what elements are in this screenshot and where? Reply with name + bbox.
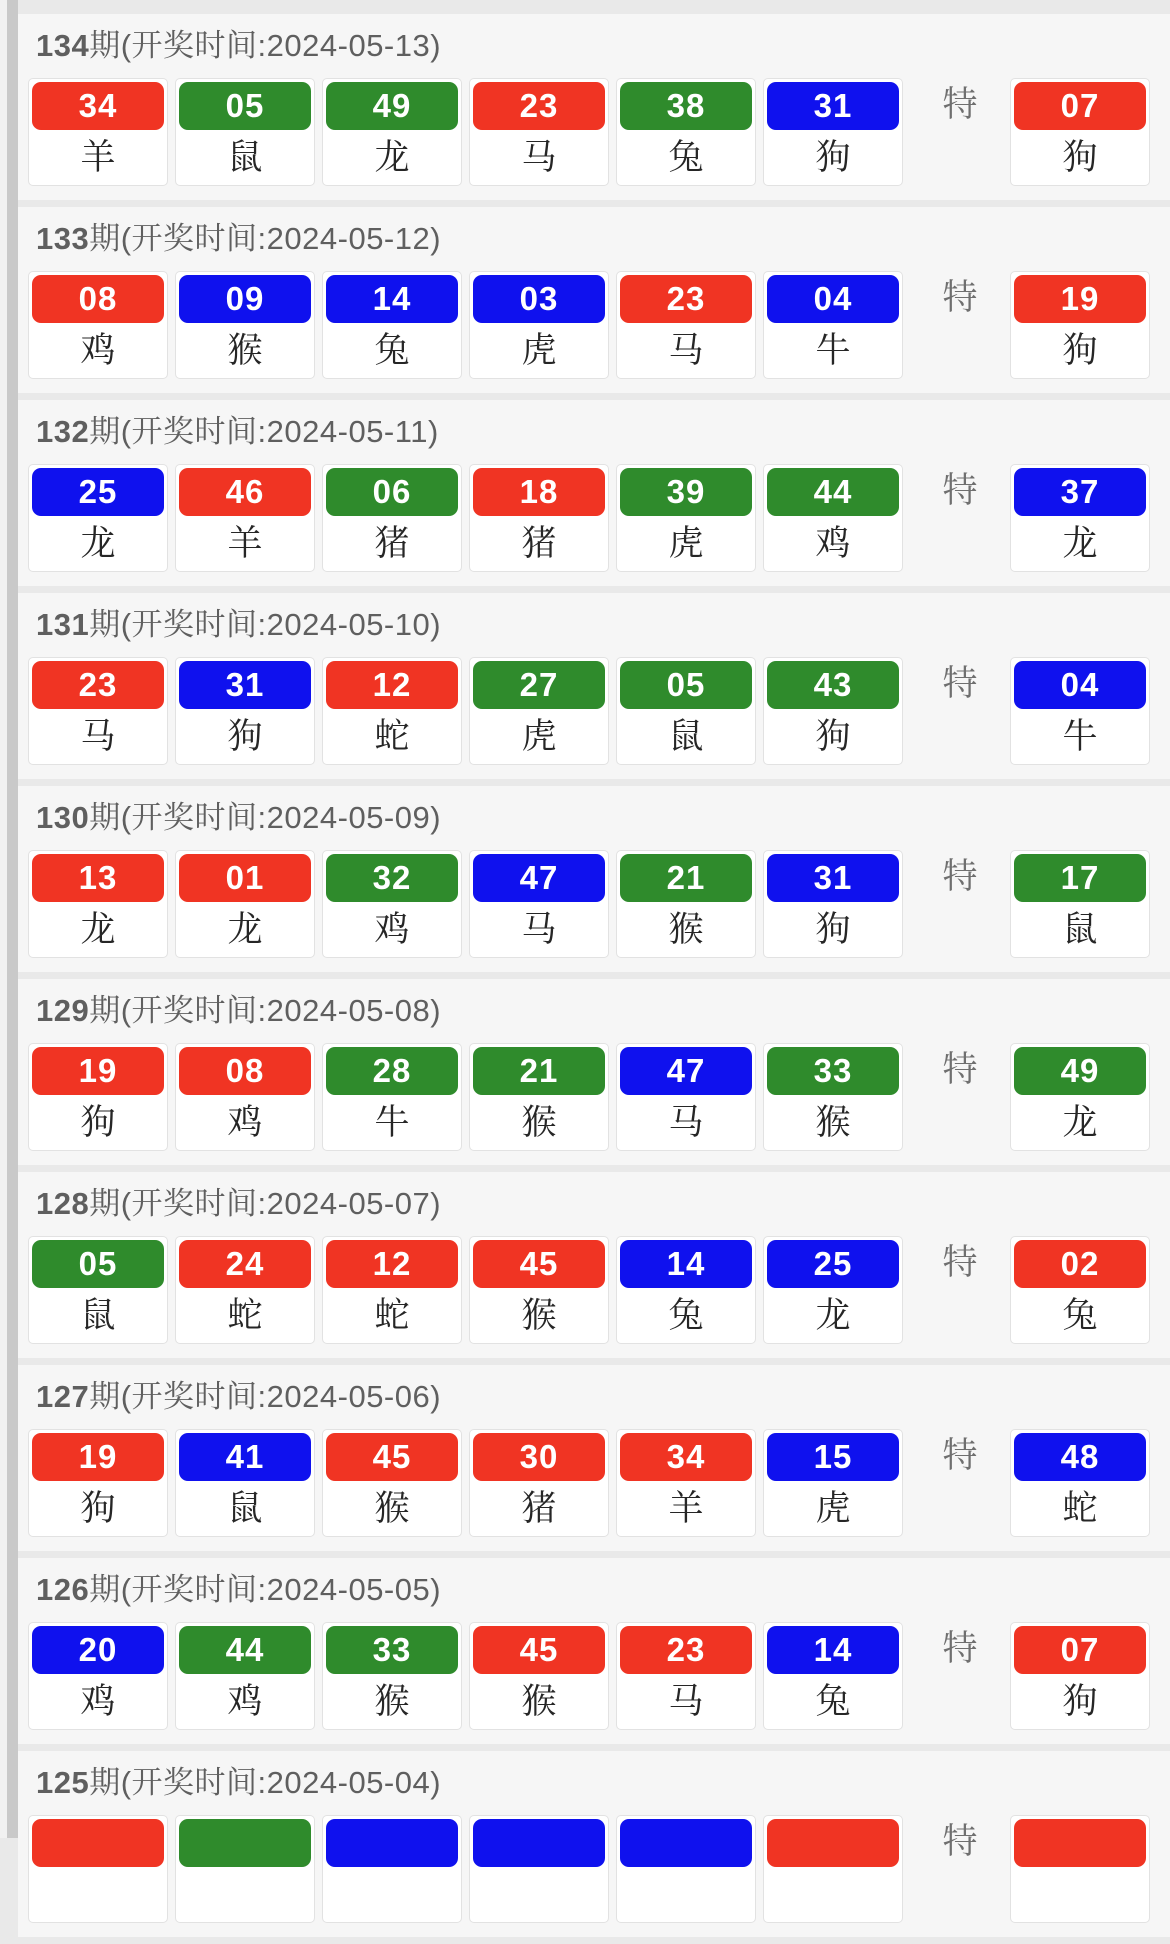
ball-number: 23 [32, 661, 164, 709]
ball-zodiac-label: 鼠 [668, 717, 704, 756]
ball-zodiac-label: 狗 [815, 717, 851, 756]
ball-cell [763, 1815, 903, 1923]
ball-number: 04 [767, 275, 899, 323]
ball-cell [616, 464, 756, 572]
ball-cell [322, 1815, 462, 1923]
ball-cell [175, 464, 315, 572]
ball-number: 28 [326, 1047, 458, 1095]
special-number-label: 特 [942, 471, 978, 510]
ball-zodiac-label: 猴 [227, 331, 263, 370]
ball-cell [763, 1429, 903, 1537]
ball-cell [1010, 464, 1150, 572]
ball-zodiac-label: 龙 [227, 910, 263, 949]
ball-number: 23 [620, 1626, 752, 1674]
ball-zodiac-label: 鼠 [1062, 910, 1098, 949]
ball-number: 45 [473, 1626, 605, 1674]
ball-number: 44 [179, 1626, 311, 1674]
ball-cell [469, 271, 609, 379]
ball-cell [175, 850, 315, 958]
ball-zodiac-label: 狗 [227, 717, 263, 756]
ball-zodiac-label: 猴 [521, 1296, 557, 1335]
ball-cell [763, 271, 903, 379]
ball-cell [322, 1429, 462, 1537]
ball-cell [1010, 78, 1150, 186]
ball-zodiac-label [620, 1867, 752, 1922]
ball-number: 15 [767, 1433, 899, 1481]
ball-cell [616, 657, 756, 765]
ball-row [28, 1622, 1166, 1730]
ball-number [767, 1819, 899, 1867]
draw-result-block [18, 207, 1170, 393]
ball-zodiac-label: 马 [668, 1682, 704, 1721]
ball-number: 32 [326, 854, 458, 902]
ball-number: 31 [767, 854, 899, 902]
ball-cell [469, 850, 609, 958]
draw-result-block [18, 979, 1170, 1165]
scrollbar-thumb[interactable] [7, 0, 18, 1838]
ball-number [620, 1819, 752, 1867]
ball-number: 05 [179, 82, 311, 130]
ball-number: 04 [1014, 661, 1146, 709]
ball-cell [616, 1622, 756, 1730]
ball-zodiac-label: 猴 [668, 910, 704, 949]
ball-zodiac-label: 狗 [815, 138, 851, 177]
ball-cell [322, 464, 462, 572]
ball-zodiac-label: 龙 [1062, 1103, 1098, 1142]
ball-number: 49 [326, 82, 458, 130]
ball-zodiac-label: 猴 [521, 1682, 557, 1721]
ball-number [179, 1819, 311, 1867]
draw-time-label: 期(开奖时间:2024-05-05) [89, 1572, 442, 1607]
draw-period-number: 128 [36, 1186, 90, 1221]
ball-number: 12 [326, 1240, 458, 1288]
special-number-label: 特 [942, 664, 978, 703]
ball-zodiac-label: 狗 [1062, 1682, 1098, 1721]
draw-header [36, 798, 1166, 838]
ball-cell [28, 657, 168, 765]
ball-number: 39 [620, 468, 752, 516]
ball-zodiac-label: 马 [521, 138, 557, 177]
ball-number: 31 [767, 82, 899, 130]
ball-row [28, 1236, 1166, 1344]
ball-number: 06 [326, 468, 458, 516]
ball-zodiac-label: 羊 [227, 524, 263, 563]
ball-zodiac-label: 蛇 [374, 1296, 410, 1335]
ball-zodiac-label: 蛇 [374, 717, 410, 756]
draw-period-number: 130 [36, 800, 90, 835]
ball-zodiac-label: 猴 [374, 1489, 410, 1528]
ball-cell [469, 657, 609, 765]
ball-cell [1010, 271, 1150, 379]
ball-number: 47 [620, 1047, 752, 1095]
draw-result-block [18, 1365, 1170, 1551]
ball-number: 05 [32, 1240, 164, 1288]
ball-number [326, 1819, 458, 1867]
ball-number: 19 [1014, 275, 1146, 323]
ball-cell [469, 1429, 609, 1537]
draw-time-label: 期(开奖时间:2024-05-06) [89, 1379, 442, 1414]
ball-zodiac-label: 猴 [521, 1103, 557, 1142]
ball-zodiac-label: 虎 [521, 717, 557, 756]
ball-number: 49 [1014, 1047, 1146, 1095]
ball-zodiac-label: 蛇 [1062, 1489, 1098, 1528]
ball-zodiac-label: 狗 [80, 1489, 116, 1528]
ball-cell [175, 1622, 315, 1730]
ball-zodiac-label [179, 1867, 311, 1922]
ball-number [1014, 1819, 1146, 1867]
ball-number: 23 [473, 82, 605, 130]
ball-zodiac-label: 蛇 [227, 1296, 263, 1335]
ball-cell [175, 271, 315, 379]
draw-time-label: 期(开奖时间:2024-05-08) [89, 993, 442, 1028]
ball-row [28, 1043, 1166, 1151]
ball-cell [469, 1622, 609, 1730]
ball-cell [469, 1043, 609, 1151]
ball-zodiac-label: 狗 [80, 1103, 116, 1142]
ball-number: 31 [179, 661, 311, 709]
ball-number: 33 [767, 1047, 899, 1095]
ball-cell [28, 850, 168, 958]
ball-zodiac-label: 虎 [521, 331, 557, 370]
ball-cell [469, 1236, 609, 1344]
ball-row [28, 271, 1166, 379]
draw-time-label: 期(开奖时间:2024-05-07) [89, 1186, 442, 1221]
draw-period-number: 125 [36, 1765, 90, 1800]
draw-period-number: 127 [36, 1379, 90, 1414]
ball-number: 02 [1014, 1240, 1146, 1288]
ball-zodiac-label [32, 1867, 164, 1922]
ball-row [28, 850, 1166, 958]
ball-zodiac-label: 龙 [374, 138, 410, 177]
draw-result-block [18, 14, 1170, 200]
draw-time-label: 期(开奖时间:2024-05-13) [89, 28, 442, 63]
ball-number: 21 [620, 854, 752, 902]
draw-header [36, 1570, 1166, 1610]
ball-number: 48 [1014, 1433, 1146, 1481]
ball-zodiac-label: 猴 [374, 1682, 410, 1721]
ball-zodiac-label: 鼠 [227, 1489, 263, 1528]
ball-number: 07 [1014, 1626, 1146, 1674]
ball-number: 09 [179, 275, 311, 323]
ball-zodiac-label: 虎 [668, 524, 704, 563]
ball-number: 14 [620, 1240, 752, 1288]
ball-zodiac-label: 猴 [815, 1103, 851, 1142]
ball-cell [28, 1429, 168, 1537]
ball-number: 24 [179, 1240, 311, 1288]
ball-cell [1010, 657, 1150, 765]
ball-number: 38 [620, 82, 752, 130]
ball-zodiac-label: 羊 [668, 1489, 704, 1528]
ball-zodiac-label: 兔 [668, 1296, 704, 1335]
ball-cell [1010, 850, 1150, 958]
ball-cell [763, 850, 903, 958]
draw-header [36, 219, 1166, 259]
ball-zodiac-label: 马 [668, 1103, 704, 1142]
ball-cell [1010, 1815, 1150, 1923]
ball-cell [763, 78, 903, 186]
draw-period-number: 134 [36, 28, 90, 63]
ball-number: 19 [32, 1047, 164, 1095]
ball-number: 37 [1014, 468, 1146, 516]
ball-number: 47 [473, 854, 605, 902]
ball-number: 21 [473, 1047, 605, 1095]
ball-zodiac-label: 狗 [1062, 331, 1098, 370]
ball-number: 13 [32, 854, 164, 902]
special-number-label: 特 [942, 857, 978, 896]
draw-result-block [18, 400, 1170, 586]
ball-cell [28, 1236, 168, 1344]
ball-zodiac-label [767, 1867, 899, 1922]
ball-zodiac-label: 狗 [1062, 138, 1098, 177]
draw-result-block [18, 593, 1170, 779]
ball-zodiac-label: 兔 [815, 1682, 851, 1721]
special-number-label: 特 [942, 1436, 978, 1475]
ball-number: 07 [1014, 82, 1146, 130]
ball-zodiac-label: 兔 [1062, 1296, 1098, 1335]
ball-zodiac-label: 牛 [815, 331, 851, 370]
special-number-label: 特 [942, 1243, 978, 1282]
ball-zodiac-label: 鸡 [227, 1103, 263, 1142]
ball-zodiac-label: 猪 [374, 524, 410, 563]
ball-cell [28, 1622, 168, 1730]
special-number-label: 特 [942, 1822, 978, 1861]
ball-cell [322, 78, 462, 186]
ball-cell [28, 464, 168, 572]
draw-period-number: 131 [36, 607, 90, 642]
ball-zodiac-label: 兔 [668, 138, 704, 177]
ball-number: 23 [620, 275, 752, 323]
ball-row [28, 657, 1166, 765]
draw-header [36, 412, 1166, 452]
ball-number: 12 [326, 661, 458, 709]
ball-zodiac-label: 鼠 [80, 1296, 116, 1335]
ball-cell [1010, 1043, 1150, 1151]
ball-number: 25 [767, 1240, 899, 1288]
ball-zodiac-label: 马 [668, 331, 704, 370]
ball-zodiac-label: 鸡 [80, 331, 116, 370]
special-number-label: 特 [942, 278, 978, 317]
ball-zodiac-label: 龙 [1062, 524, 1098, 563]
ball-cell [616, 1043, 756, 1151]
draw-header [36, 1184, 1166, 1224]
scrollbar-track [0, 0, 7, 1838]
ball-number: 08 [32, 275, 164, 323]
ball-number: 03 [473, 275, 605, 323]
ball-cell [616, 1236, 756, 1344]
ball-zodiac-label [1014, 1867, 1146, 1922]
ball-number: 18 [473, 468, 605, 516]
ball-cell [469, 78, 609, 186]
ball-cell [322, 850, 462, 958]
ball-number: 41 [179, 1433, 311, 1481]
ball-cell [1010, 1622, 1150, 1730]
ball-number: 34 [32, 82, 164, 130]
ball-row [28, 464, 1166, 572]
ball-cell [322, 1236, 462, 1344]
special-number-label: 特 [942, 85, 978, 124]
ball-number [32, 1819, 164, 1867]
special-number-label: 特 [942, 1050, 978, 1089]
ball-cell [322, 1622, 462, 1730]
ball-cell [616, 1815, 756, 1923]
ball-number: 05 [620, 661, 752, 709]
draw-period-number: 133 [36, 221, 90, 256]
ball-number: 43 [767, 661, 899, 709]
draw-header [36, 1763, 1166, 1803]
ball-cell [763, 657, 903, 765]
ball-row [28, 78, 1166, 186]
ball-cell [322, 1043, 462, 1151]
ball-number: 30 [473, 1433, 605, 1481]
ball-cell [175, 1236, 315, 1344]
draw-period-number: 132 [36, 414, 90, 449]
ball-number: 14 [767, 1626, 899, 1674]
ball-number: 45 [473, 1240, 605, 1288]
ball-zodiac-label: 牛 [1062, 717, 1098, 756]
ball-cell [616, 271, 756, 379]
draw-result-block [18, 1172, 1170, 1358]
draw-time-label: 期(开奖时间:2024-05-10) [89, 607, 442, 642]
ball-zodiac-label: 鸡 [374, 910, 410, 949]
ball-cell [175, 1815, 315, 1923]
ball-zodiac-label: 鸡 [80, 1682, 116, 1721]
ball-cell [28, 78, 168, 186]
ball-zodiac-label: 猪 [521, 524, 557, 563]
ball-number: 33 [326, 1626, 458, 1674]
ball-zodiac-label: 牛 [374, 1103, 410, 1142]
ball-cell [28, 1815, 168, 1923]
ball-cell [763, 1622, 903, 1730]
draw-period-number: 126 [36, 1572, 90, 1607]
ball-number: 45 [326, 1433, 458, 1481]
ball-number: 46 [179, 468, 311, 516]
ball-cell [175, 1043, 315, 1151]
ball-zodiac-label: 鼠 [227, 138, 263, 177]
ball-cell [763, 1043, 903, 1151]
ball-zodiac-label: 羊 [80, 138, 116, 177]
ball-number: 01 [179, 854, 311, 902]
ball-number: 44 [767, 468, 899, 516]
ball-number: 17 [1014, 854, 1146, 902]
ball-zodiac-label: 兔 [374, 331, 410, 370]
ball-cell [175, 657, 315, 765]
draw-result-block [18, 1751, 1170, 1937]
draw-result-block [18, 786, 1170, 972]
ball-number: 14 [326, 275, 458, 323]
ball-cell [28, 1043, 168, 1151]
ball-cell [322, 271, 462, 379]
draw-time-label: 期(开奖时间:2024-05-11) [89, 414, 439, 449]
ball-cell [28, 271, 168, 379]
draw-header [36, 26, 1166, 66]
ball-row [28, 1815, 1166, 1923]
ball-zodiac-label: 虎 [815, 1489, 851, 1528]
draw-time-label: 期(开奖时间:2024-05-04) [89, 1765, 442, 1800]
draw-time-label: 期(开奖时间:2024-05-09) [89, 800, 442, 835]
special-number-label: 特 [942, 1629, 978, 1668]
ball-cell [1010, 1429, 1150, 1537]
ball-cell [469, 464, 609, 572]
ball-number: 20 [32, 1626, 164, 1674]
ball-cell [175, 1429, 315, 1537]
lottery-results-list [18, 0, 1170, 1944]
ball-number [473, 1819, 605, 1867]
draw-header [36, 1377, 1166, 1417]
ball-number: 19 [32, 1433, 164, 1481]
ball-cell [469, 1815, 609, 1923]
ball-cell [616, 1429, 756, 1537]
ball-zodiac-label: 马 [80, 717, 116, 756]
draw-period-number: 129 [36, 993, 90, 1028]
ball-number: 34 [620, 1433, 752, 1481]
ball-cell [322, 657, 462, 765]
draw-header [36, 605, 1166, 645]
ball-number: 27 [473, 661, 605, 709]
ball-zodiac-label: 龙 [815, 1296, 851, 1335]
ball-cell [1010, 1236, 1150, 1344]
ball-zodiac-label: 猪 [521, 1489, 557, 1528]
ball-zodiac-label: 鸡 [227, 1682, 263, 1721]
ball-zodiac-label: 鸡 [815, 524, 851, 563]
ball-zodiac-label: 狗 [815, 910, 851, 949]
draw-header [36, 991, 1166, 1031]
ball-cell [616, 850, 756, 958]
ball-cell [763, 1236, 903, 1344]
draw-time-label: 期(开奖时间:2024-05-12) [89, 221, 442, 256]
ball-zodiac-label: 龙 [80, 910, 116, 949]
ball-cell [763, 464, 903, 572]
draw-result-block [18, 1558, 1170, 1744]
ball-row [28, 1429, 1166, 1537]
ball-cell [175, 78, 315, 186]
ball-zodiac-label: 龙 [80, 524, 116, 563]
ball-number: 25 [32, 468, 164, 516]
ball-cell [616, 78, 756, 186]
ball-zodiac-label [473, 1867, 605, 1922]
ball-zodiac-label: 马 [521, 910, 557, 949]
ball-number: 08 [179, 1047, 311, 1095]
ball-zodiac-label [326, 1867, 458, 1922]
